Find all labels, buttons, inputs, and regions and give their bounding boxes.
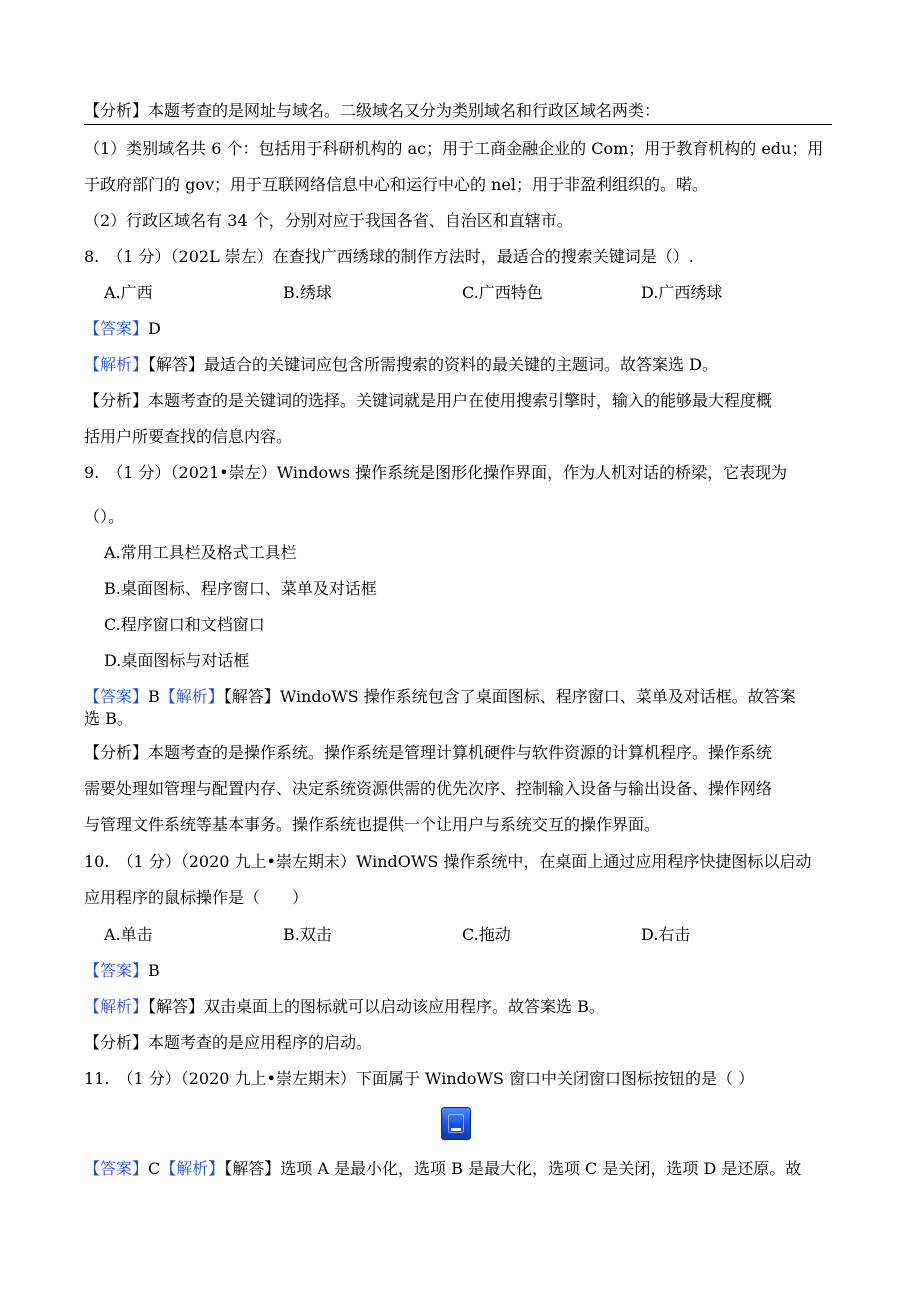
q10-option-a: A.单击 [104,925,153,944]
q10-answer: 【答案】B [84,961,160,980]
q8-stem: 8. （1 分）（202L 崇左）在查找广西绣球的制作方法时，最适合的搜索关键词是（）. [84,247,694,266]
q8-option-b: B.绣球 [283,283,332,302]
q10-analysis: 【分析】本题考查的是应用程序的启动。 [84,1033,373,1052]
q10-option-b: B.双击 [283,925,332,944]
q11-answer: 【答案】C【解析】【解答】选项 A 是最小化，选项 B 是最大化，选项 C 是关闭，选项 D 是还原。故 [84,1159,802,1178]
solution-tag: 【解答】 [224,1159,281,1178]
solution-tag: 【解答】 [148,997,205,1016]
q9-stem: 9. （1 分）（2021•崇左）Windows 操作系统是图形化操作界面，作为人机对话的桥梁，它表现为 [84,463,788,482]
explanation-tag: 【解析】 [159,687,224,706]
q9-explanation-cont: 选 B。 [84,709,133,728]
q10-stem-cont: 应用程序的鼠标操作是（ ） [84,888,309,907]
q9-analysis: 【分析】本题考查的是操作系统。操作系统是管理计算机硬件与软件资源的计算机程序。操作系统 [84,743,773,762]
domain-category-text-cont: 于政府部门的 gov；用于互联网络信息中心和运行中心的 nel；用于非盈利组织的。喏。 [84,175,708,194]
q9-answer: 【答案】B【解析】【解答】WindoWS 操作系统包含了桌面图标、程序窗口、菜单及对话框。故答案 [84,687,796,706]
minimize-window-icon [441,1107,471,1140]
analysis-tag: 【分析】 [84,391,149,410]
q8-option-c: C.广西特色 [462,283,543,302]
q9-stem-cont: （）。 [84,507,125,526]
solution-tag: 【解答】 [223,687,280,706]
q8-explanation: 【解析】【解答】最适合的关键词应包含所需搜索的资料的最关键的主题词。故答案选 D。 [84,355,718,374]
analysis-tag: 【分析】 [84,743,149,762]
answer-tag: 【答案】 [84,961,149,980]
q10-explanation: 【解析】【解答】双击桌面上的图标就可以启动该应用程序。故答案选 B。 [84,997,605,1016]
q8-analysis-cont: 括用户所要查找的信息内容。 [84,427,293,446]
analysis-tag: 【分析】 [84,1033,149,1052]
q8-option-d: D.广西绣球 [641,283,723,302]
explanation-tag: 【解析】 [84,355,149,374]
domain-region-text: （2）行政区域名有 34 个，分别对应于我国各省、自治区和直辖市。 [84,211,573,230]
q9-option-a: A.常用工具栏及格式工具栏 [104,543,297,562]
q9-option-c: C.程序窗口和文档窗口 [104,615,265,634]
q9-option-b: B.桌面图标、程序窗口、菜单及对话框 [104,579,377,598]
explanation-tag: 【解析】 [160,1159,225,1178]
q10-option-c: C.拖动 [462,925,511,944]
solution-tag: 【解答】 [148,355,205,374]
q9-analysis-cont2: 与管理文件系统等基本事务。操作系统也提供一个让用户与系统交互的操作界面。 [84,815,661,834]
q8-analysis: 【分析】本题考查的是关键词的选择。关键词就是用户在使用搜索引擎时，输入的能够最大程度概 [84,391,773,410]
explanation-tag: 【解析】 [84,997,149,1016]
q10-option-d: D.右击 [641,925,691,944]
domain-category-text: （1）类别域名共 6 个：包括用于科研机构的 ac；用于工商金融企业的 Com；用于教育机构的 edu；用 [84,139,824,158]
q8-option-a: A.广西 [104,283,153,302]
divider [84,124,832,125]
q9-analysis-cont1: 需要处理如管理与配置内存、决定系统资源供需的优先次序、控制输入设备与输出设备、操作网络 [84,779,773,798]
q9-option-d: D.桌面图标与对话框 [104,651,250,670]
q8-answer: 【答案】D [84,319,161,338]
answer-tag: 【答案】 [84,319,149,338]
q11-stem: 11. （1 分）（2020 九上•崇左期末）下面属于 WindoWS 窗口中关闭窗口图标按钮的是（ ） [84,1069,755,1088]
answer-tag: 【答案】 [84,687,149,706]
q10-stem: 10. （1 分）（2020 九上•崇左期末）WindOWS 操作系统中，在桌面上通过应用程序快捷图标以启动 [84,852,812,871]
answer-tag: 【答案】 [84,1159,149,1178]
analysis-header: 【分析】本题考查的是网址与域名。二级域名又分为类别域名和行政区域名两类： [84,101,661,120]
analysis-tag: 【分析】 [84,101,149,120]
